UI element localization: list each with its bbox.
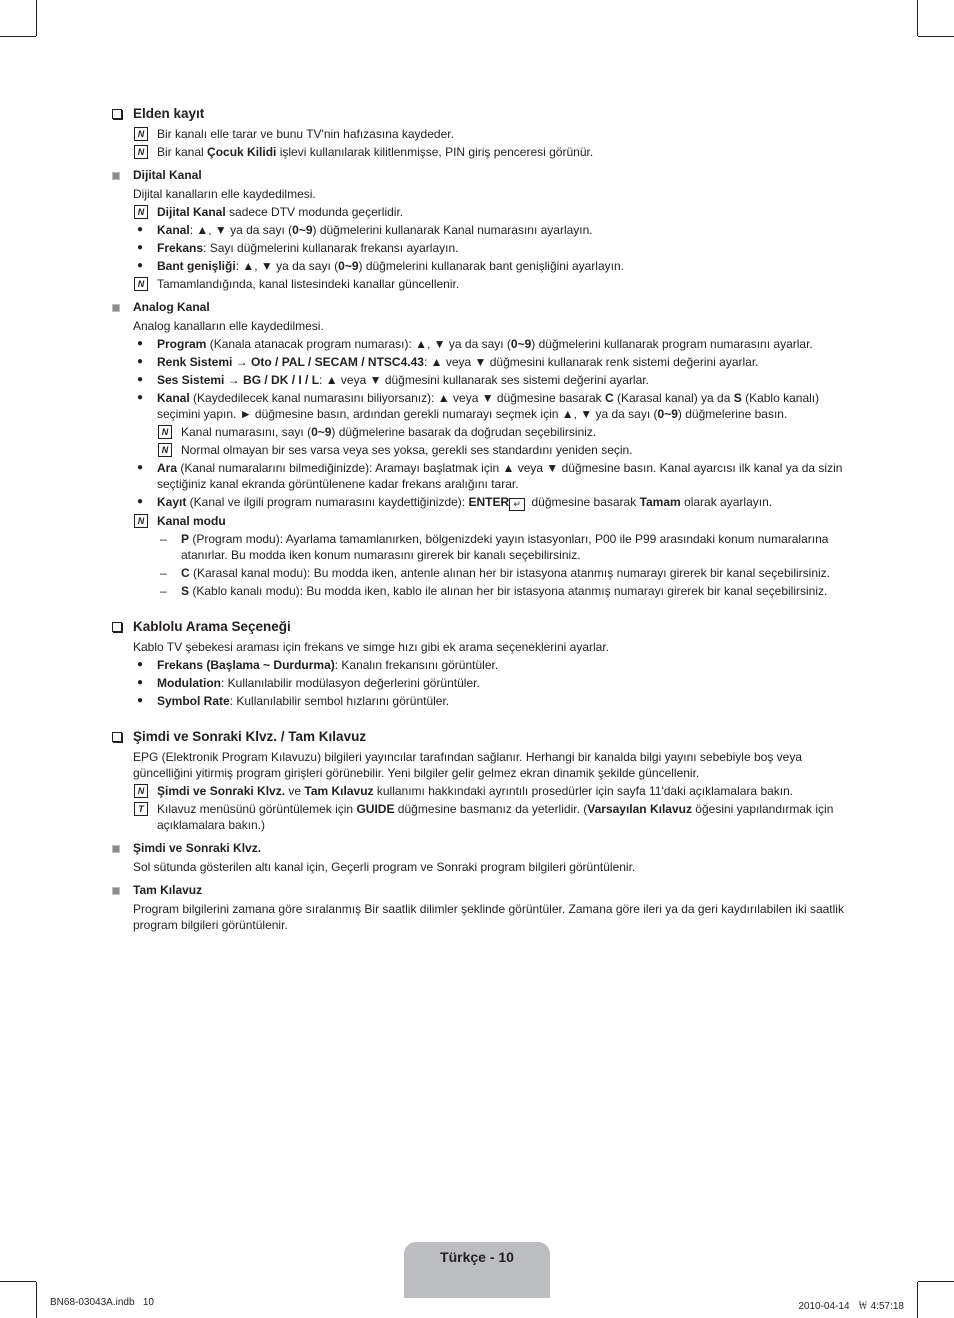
checkbox-icon [112, 622, 122, 632]
square-bullet-icon [112, 172, 120, 180]
bullet-icon: ● [137, 338, 144, 349]
bullet-icon: ● [137, 260, 144, 271]
crop-mark [0, 36, 36, 37]
list-item: ● Bant genişliği: ▲, ▼ ya da sayı (0~9) düğmelerini kullanarak bant genişliğini ayarlayın. [137, 259, 624, 273]
list-item: ● Symbol Rate: Kullanılabilir sembol hızlarını görüntüler. [137, 694, 450, 708]
paragraph: Program bilgilerini zamana göre sıralanmış Bir saatlik dilimler şeklinde görüntüler. Zamana göre ileri ya da geri kaydırılabilen iki saatlik program bilgileri görüntülenir. [133, 902, 844, 932]
bullet-icon: ● [137, 392, 144, 403]
crop-mark [36, 1282, 37, 1318]
list-item: – P (Program modu): Ayarlama tamamlanırken, bölgenizdeki yayın istasyonları, P00 ile P99 arasındaki konum numaralarına atanırlar. Bu modda iken konum numarasını girerek bir kanalı seçebilirsiniz. [160, 532, 829, 562]
note: N Kanal modu [110, 513, 850, 529]
crop-mark [918, 36, 954, 37]
paragraph: EPG (Elektronik Program Kılavuzu) bilgileri yayıncılar tarafından sağlanır. Herhangi bir kanalda bilgi yayını sebebiyle boş veya güncelliğini yitirmiş program girişleri görünebilir. Yeni bilgiler gelir gelmez ekran dinamik şekilde güncellenir. [133, 750, 802, 780]
subsection-title-analog-kanal: Analog Kanal [110, 298, 850, 316]
note: T Kılavuz menüsünü görüntülemek için GUIDE düğmesine basmanız da yeterlidir. (Varsayılan Kılavuz öğesini yapılandırmak için açıklamalara bakın.) [110, 801, 850, 833]
subsection-title-simdi-sonraki-klvz: Şimdi ve Sonraki Klvz. [110, 839, 850, 857]
crop-mark [917, 0, 918, 36]
bullet-icon: ● [137, 695, 144, 706]
paragraph: Analog kanalların elle kaydedilmesi. [133, 319, 324, 333]
crop-mark [0, 1281, 36, 1282]
page-content [110, 104, 850, 935]
list-item: ● Program (Kanala atanacak program numarası): ▲, ▼ ya da sayı (0~9) düğmelerini kullanarak program numarasını ayarlar. [137, 337, 813, 351]
list-item: ● Kanal (Kaydedilecek kanal numarasını biliyorsanız): ▲ veya ▼ düğmesine basarak C (Karasal kanal) ya da S (Kablo kanalı) seçimini yapın. ► düğmesine basın, ardından gerekli numarayı seçmek için ▲, ▼ ya da sayı (0~9) düğmelerine basın. [137, 391, 820, 421]
bullet-icon: ● [137, 374, 144, 385]
section-title-kablolu-arama: Kablolu Arama Seçeneği [110, 617, 850, 637]
list-item: ● Kayıt (Kanal ve ilgili program numarasını kaydettiğinizde): ENTER ↵ düğmesine basarak Tamam olarak ayarlayın. [137, 495, 773, 509]
list-item: ● Frekans: Sayı düğmelerini kullanarak frekansı ayarlayın. [137, 241, 459, 255]
note: N Tamamlandığında, kanal listesindeki kanallar güncellenir. [110, 276, 850, 292]
note: N Normal olmayan bir ses varsa veya ses yoksa, gerekli ses standardını yeniden seçin. [110, 442, 850, 458]
bullet-icon: ● [137, 496, 144, 507]
list-item: – C (Karasal kanal modu): Bu modda iken, antenle alınan her bir istasyona atanmış numarayı girerek bir kanal seçebilirsiniz. [160, 566, 830, 580]
note-icon: N [158, 443, 172, 457]
bullet-icon: ● [137, 242, 144, 253]
note: N Bir kanal Çocuk Kilidi işlevi kullanılarak kilitlenmişse, PIN giriş penceresi görünür. [110, 144, 850, 160]
note: N Kanal numarasını, sayı (0~9) düğmelerine basarak da doğrudan seçebilirsiniz. [110, 424, 850, 440]
square-bullet-icon [112, 845, 120, 853]
section-title-simdi-sonraki: Şimdi ve Sonraki Klvz. / Tam Kılavuz [110, 727, 850, 747]
checkbox-icon [112, 732, 122, 742]
bullet-icon: ● [137, 677, 144, 688]
note-icon: N [134, 784, 148, 798]
section-title-elden-kayit: Elden kayıt [110, 104, 850, 124]
footer-timestamp: 2010-04-14 ￦ 4:57:18 [798, 1301, 904, 1312]
enter-key-icon: ↵ [509, 498, 525, 511]
list-item: ● Frekans (Başlama ~ Durdurma): Kanalın frekansını görüntüler. [137, 658, 499, 672]
list-item: ● Ara (Kanal numaralarını bilmediğinizde): Aramayı başlatmak için ▲ veya ▼ düğmesine basın. Kanal ayarcısı ilk kanal ya da sizin seçtiğiniz kanal ekranda görüntülenene kadar frekans aralığını tarar. [137, 461, 843, 491]
subsection-title-dijital-kanal: Dijital Kanal [110, 166, 850, 184]
crop-mark [36, 0, 37, 36]
checkbox-icon [112, 109, 122, 119]
note-icon: N [134, 277, 148, 291]
list-item: ● Modulation: Kullanılabilir modülasyon değerlerini görüntüler. [137, 676, 480, 690]
paragraph: Dijital kanalların elle kaydedilmesi. [133, 187, 316, 201]
note: N Bir kanalı elle tarar ve bunu TV'nin hafızasına kaydeder. [110, 126, 850, 142]
note: N Şimdi ve Sonraki Klvz. ve Tam Kılavuz kullanımı hakkındaki ayrıntılı prosedürler için sayfa 11'daki açıklamalara bakın. [110, 783, 850, 799]
square-bullet-icon [112, 304, 120, 312]
paragraph: Kablo TV şebekesi araması için frekans ve simge hızı gibi ek arama seçeneklerini ayarlar. [133, 640, 609, 654]
square-bullet-icon [112, 887, 120, 895]
bullet-icon: ● [137, 462, 144, 473]
subsection-title-tam-kilavuz: Tam Kılavuz [110, 881, 850, 899]
note-icon: N [134, 127, 148, 141]
note-icon: N [134, 145, 148, 159]
note-icon: N [134, 514, 148, 528]
crop-mark [917, 1282, 918, 1318]
note-icon: N [134, 205, 148, 219]
note-icon: N [158, 425, 172, 439]
list-item: – S (Kablo kanalı modu): Bu modda iken, kablo ile alınan her bir istasyona atanmış numarayı girerek bir kanal seçebilirsiniz. [160, 584, 828, 598]
page-number: Türkçe - 10 [440, 1249, 514, 1265]
bullet-icon: ● [137, 356, 144, 367]
note: N Dijital Kanal sadece DTV modunda geçerlidir. [110, 204, 850, 220]
bullet-icon: ● [137, 659, 144, 670]
bullet-icon: ● [137, 224, 144, 235]
list-item: ● Ses Sistemi → BG / DK / I / L: ▲ veya ▼ düğmesini kullanarak ses sistemi değerini ayarlar. [137, 373, 649, 387]
note-icon: T [134, 802, 148, 816]
paragraph: Sol sütunda gösterilen altı kanal için, Geçerli program ve Sonraki program bilgileri görüntülenir. [133, 860, 636, 874]
footer-file-info: BN68-03043A.indb 10 [50, 1297, 154, 1308]
list-item: ● Renk Sistemi → Oto / PAL / SECAM / NTSC4.43: ▲ veya ▼ düğmesini kullanarak renk sistemi değerini ayarlar. [137, 355, 759, 369]
list-item: ● Kanal: ▲, ▼ ya da sayı (0~9) düğmelerini kullanarak Kanal numarasını ayarlayın. [137, 223, 593, 237]
crop-mark [918, 1281, 954, 1282]
